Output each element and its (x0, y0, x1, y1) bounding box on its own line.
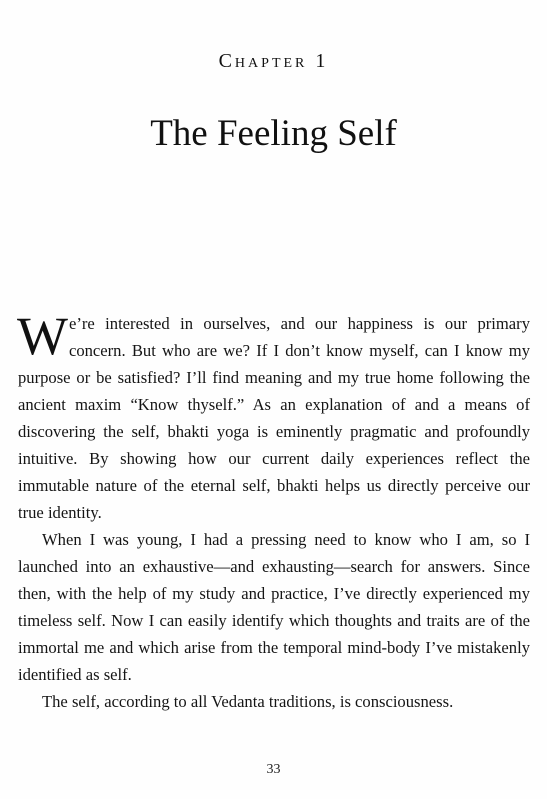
chapter-label: Chapter 1 (218, 50, 329, 72)
paragraph-3: The self, according to all Vedanta traditions, is consciousness. (42, 692, 454, 711)
page-number: 33 (266, 762, 281, 777)
chapter-body (17, 306, 530, 715)
paragraph-1 (17, 306, 530, 526)
paragraph-1-text: e’re interested in ourselves, and our happiness is our primary concern. But who are we? If I don’t know myself, can I know my purpose or be satisfied? I’ll find meaning and my true home following the ancient maxim “Know thyself.” As an explanation of and a means of discovering the self, bhakti yoga is eminently pragmatic and profoundly intuitive. By showing how our current daily experiences reflect the immutable nature of the eternal self, bhakti helps us directly perceive our true identity. (18, 314, 530, 522)
paragraph-2: When I was young, I had a pressing need to know who I am, so I launched into an exhaustive—and exhausting—search for answers. Since then, with the help of my study and practice, I’ve directly experienced my timeless self. Now I can easily identify which thoughts and traits are of the immortal me and which arise from the temporal mind-body I’ve mistakenly identified as self. (18, 530, 530, 684)
drop-cap: W (17, 306, 68, 366)
chapter-title: The Feeling Self (150, 113, 397, 154)
